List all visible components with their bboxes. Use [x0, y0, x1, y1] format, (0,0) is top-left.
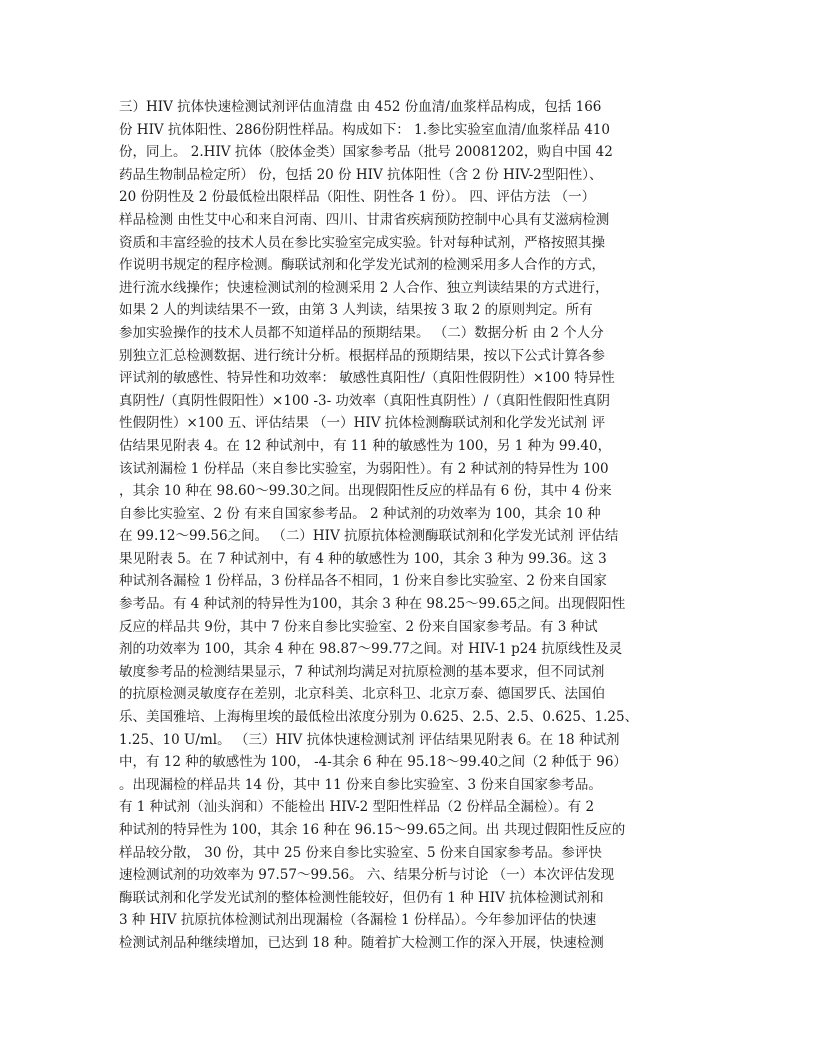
text-line: 。出现漏检的样品共 14 份，其中 11 份来自参比实验室、3 份来自国家参考品。 [119, 776, 602, 793]
text-line: 资质和丰富经验的技术人员在参比实验室完成实验。针对每种试剂，严格按照其操 [119, 234, 605, 251]
text-line: 作说明书规定的程序检测。酶联试剂和化学发光试剂的检测采用多人合作的方式， [119, 257, 605, 274]
text-line: 如果 2 人的判读结果不一致，由第 3 人判读，结果按 3 取 2 的原则判定。所有 [119, 302, 593, 319]
text-line: 样品较分散， 30 份，其中 25 份来自参比实验室、5 份来自国家参考品。参评快 [119, 844, 602, 861]
text-line: 该试剂漏检 1 份样品（来自参比实验室，为弱阳性）。有 2 种试剂的特异性为 100 [119, 460, 609, 477]
body-text [119, 96, 719, 955]
text-line: 进行流水线操作；快速检测试剂的检测采用 2 人合作、独立判读结果的方式进行， [119, 279, 609, 296]
text-line: 剂的功效率为 100，其余 4 种在 98.87～99.77之间。对 HIV-1 p24 抗原线性及灵 [119, 641, 623, 658]
text-line: ，其余 10 种在 98.60～99.30之间。出现假阳性反应的样品有 6 份，其中 4 份来 [119, 483, 612, 500]
text-line: 乐、美国雅培、上海梅里埃的最低检出浓度分别为 0.625、2.5、2.5、0.625、1.25、 [119, 709, 639, 726]
text-line: 样品检测 由性艾中心和来自河南、四川、甘肃省疾病预防控制中心具有艾滋病检测 [119, 211, 610, 228]
text-line: 自参比实验室、2 份 有来自国家参考品。 2 种试剂的功效率为 100，其余 10 种 [119, 505, 601, 522]
text-line: 检测试剂品种继续增加，已达到 18 种。随着扩大检测工作的深入开展，快速检测 [119, 934, 604, 951]
text-line: 1.25、10 U/ml。 （三）HIV 抗体快速检测试剂 评估结果见附表 6。在 18 种试剂 [119, 731, 620, 748]
text-line: 在 99.12～99.56之间。 （二）HIV 抗原抗体检测酶联试剂和化学发光试剂 评估结 [119, 528, 619, 545]
text-line: 真阴性/（真阴性假阳性）×100 -3- 功效率（真阳性真阴性）/（真阳性假阳性真阴 [119, 392, 610, 409]
text-line: 性假阴性）×100 五、评估结果 （一）HIV 抗体检测酶联试剂和化学发光试剂 评 [119, 415, 606, 432]
text-line: 敏度参考品的检测结果显示，7 种试剂均满足对抗原检测的基本要求，但不同试剂 [119, 663, 605, 680]
text-line: 参加实验操作的技术人员都不知道样品的预期结果。 （二）数据分析 由 2 个人分 [119, 324, 604, 341]
text-line: 份 HIV 抗体阳性、286份阴性样品。构成如下： 1.参比实验室血清/血浆样品 410 [119, 121, 610, 138]
text-line: 3 种 HIV 抗原抗体检测试剂出现漏检（各漏检 1 份样品）。今年参加评估的快速 [119, 912, 597, 929]
text-line: 酶联试剂和化学发光试剂的整体检测性能较好，但仍有 1 种 HIV 抗体检测试剂和 [119, 889, 604, 906]
text-line: 三）HIV 抗体快速检测试剂评估血清盘 由 452 份血清/血浆样品构成，包括 166 [119, 99, 602, 115]
text-line: 别独立汇总检测数据、进行统计分析。根据样品的预期结果，按以下公式计算各参 [119, 347, 605, 364]
text-line: 种试剂各漏检 1 份样品，3 份样品各不相同，1 份来自参比实验室、2 份来自国家 [119, 573, 607, 590]
text-line: 参考品。有 4 种试剂的特异性为100，其余 3 种在 98.25～99.65之间。出现假阳性 [119, 596, 626, 613]
text-line: 中，有 12 种的敏感性为 100， -4-其余 6 种在 95.18～99.40之间（2 种低于 96） [119, 754, 627, 771]
text-line: 评试剂的敏感性、特异性和功效率： 敏感性真阳性/（真阳性假阴性）×100 特异性 [119, 370, 615, 387]
text-line: 速检测试剂的功效率为 97.57～99.56。 六、结果分析与讨论 （一）本次评估发现 [119, 867, 615, 884]
text-line: 份，同上。 2.HIV 抗体（胶体金类）国家参考品（批号 20081202，购自中国 42 [119, 144, 613, 161]
text-line: 果见附表 5。在 7 种试剂中，有 4 种的敏感性为 100，其余 3 种为 99.36。这 3 [119, 550, 607, 567]
text-line: 估结果见附表 4。在 12 种试剂中，有 11 种的敏感性为 100，另 1 种为 99.40， [119, 437, 612, 454]
text-line: 种试剂的特异性为 100，其余 16 种在 96.15～99.65之间。出 共现过假阳性反应的 [119, 822, 626, 838]
text-line: 药品生物制品检定所） 份，包括 20 份 HIV 抗体阳性（含 2 份 HIV-2型阳性）、 [119, 166, 603, 183]
text-line: 反应的样品共 9份，其中 7 份来自参比实验室、2 份来自国家参考品。有 3 种试 [119, 618, 598, 635]
text-line: 20 份阴性及 2 份最低检出限样品（阳性、阴性各 1 份）。 四、评估方法 （一） [119, 189, 596, 206]
text-line: 的抗原检测灵敏度存在差别，北京科美、北京科卫、北京万泰、德国罗氏、法国伯 [119, 686, 605, 703]
text-line: 有 1 种试剂（汕头润和）不能检出 HIV-2 型阳性样品（2 份样品全漏检）。有 2 [119, 799, 595, 816]
